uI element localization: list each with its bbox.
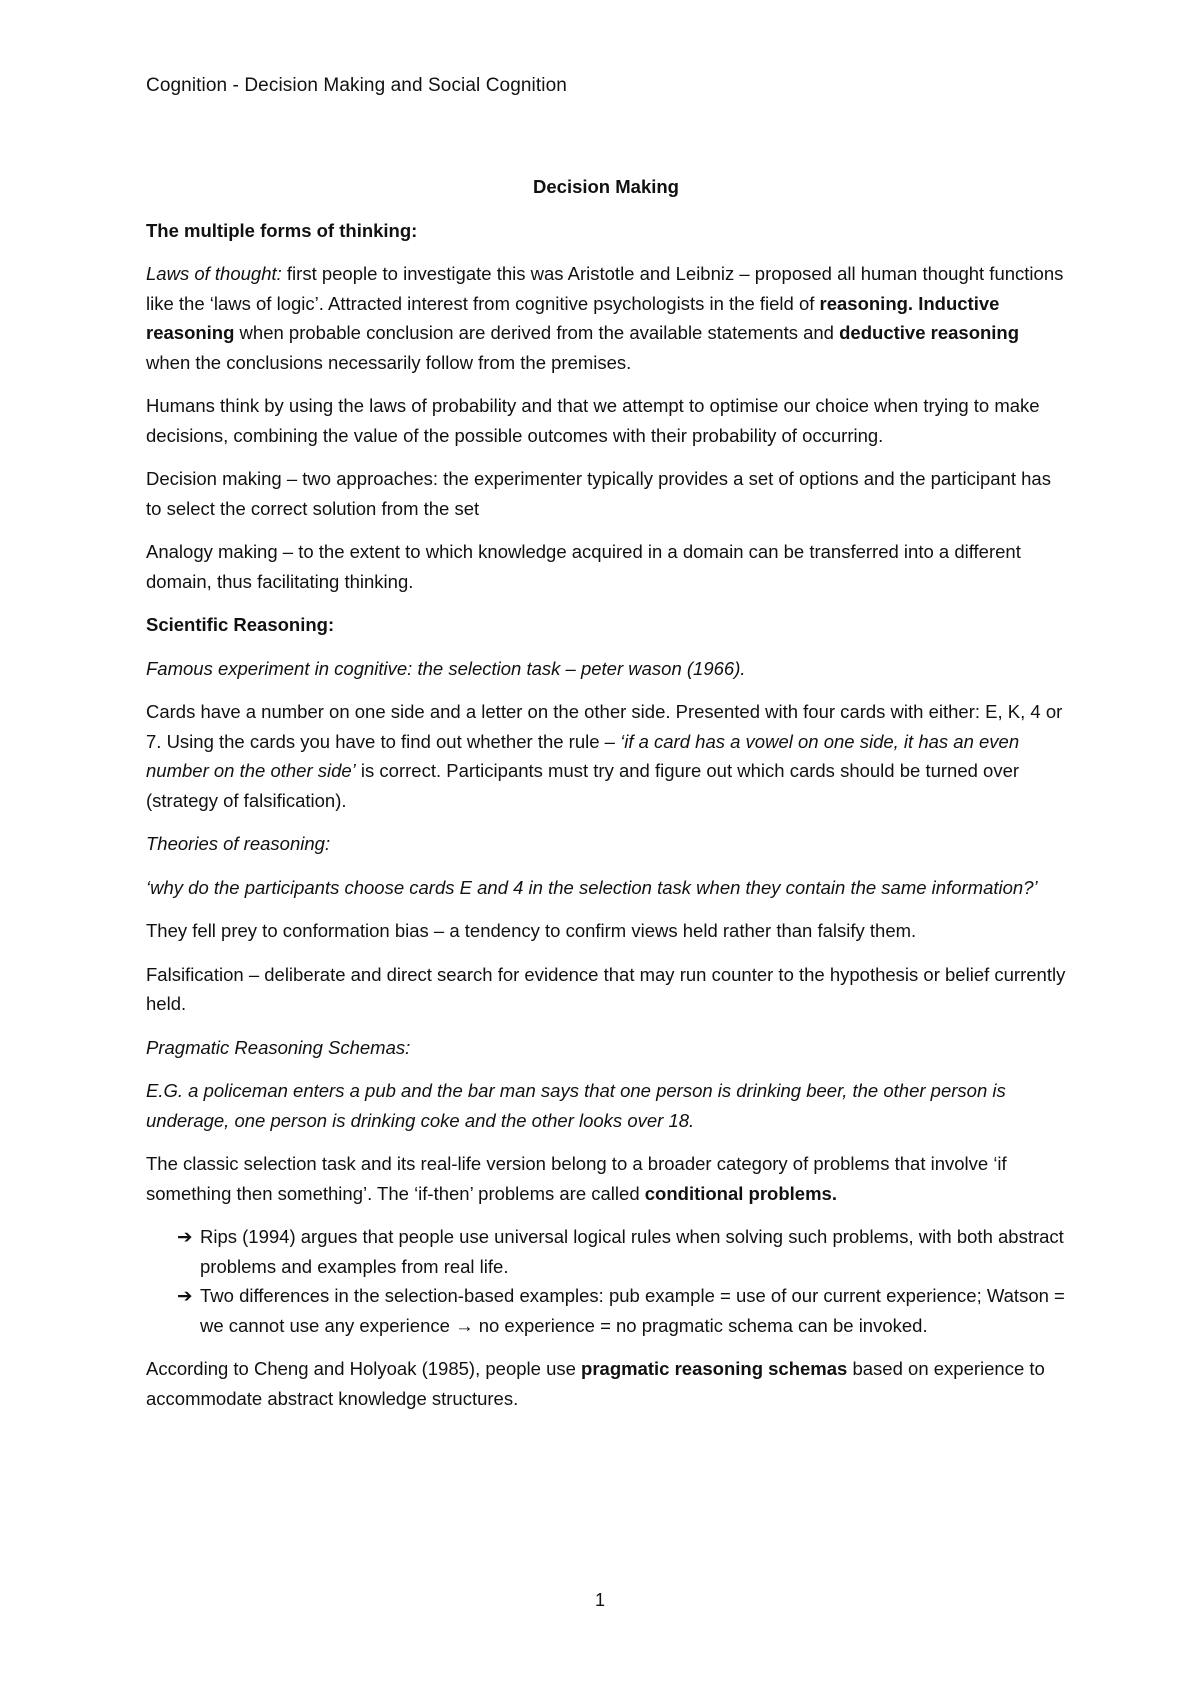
paragraph-why-question: ‘why do the participants choose cards E and 4 in the selection task when they contain the same information?’: [146, 876, 1038, 898]
text-run: based on experience to accommodate abstract knowledge structures.: [146, 1358, 1045, 1409]
paragraph-policeman-example: E.G. a policeman enters a pub and the bar man says that one person is drinking beer, the other person is underage, one person is drinking coke and the other looks over 18.: [146, 1080, 1006, 1131]
paragraph-decision-making: Decision making – two approaches: the experimenter typically provides a set of options and the participant has to select the correct solution from the set: [146, 468, 1051, 519]
paragraph-conditional-problems: [146, 1149, 1066, 1208]
inline-arrow-icon: →: [455, 1314, 474, 1336]
text-run: when the conclusions necessarily follow from the premises.: [146, 351, 632, 373]
list-item-text: no experience = no pragmatic schema can be invoked.: [473, 1314, 928, 1336]
list-item-text: Rips (1994) argues that people use universal logical rules when solving such problems, with both abstract problems and examples from real life.: [200, 1226, 1064, 1277]
arrow-right-icon: ➔: [177, 1285, 193, 1306]
page-number: 1: [594, 1590, 605, 1610]
list-item: [146, 1281, 1066, 1340]
heading-pragmatic-schemas: Pragmatic Reasoning Schemas:: [146, 1036, 411, 1058]
text-run: The classic selection task and its real-life version belong to a broader category of problems that involve ‘if something then something’. The ‘if-then’ problems are called: [146, 1153, 1007, 1204]
bold-pragmatic-reasoning-schemas: pragmatic reasoning schemas: [581, 1358, 848, 1379]
document-title: Decision Making: [533, 176, 679, 197]
paragraph-cheng-holyoak: [146, 1354, 1066, 1413]
bold-deductive-reasoning: deductive reasoning: [839, 322, 1020, 343]
page-header: Cognition - Decision Making and Social Cognition: [146, 75, 567, 96]
text-run: when probable conclusion are derived from the available statements and: [234, 322, 840, 343]
bold-conditional-problems: conditional problems.: [644, 1182, 837, 1204]
text-run: According to Cheng and Holyoak (1985), people use: [146, 1358, 582, 1379]
paragraph-conformation-bias: They fell prey to conformation bias – a tendency to confirm views held rather than falsify them.: [146, 920, 917, 941]
heading-multiple-forms: The multiple forms of thinking:: [146, 219, 418, 241]
heading-theories-of-reasoning: Theories of reasoning:: [146, 833, 331, 854]
arrow-right-icon: ➔: [177, 1226, 193, 1247]
list-item: [146, 1222, 1066, 1281]
paragraph-cards: [146, 697, 1066, 815]
text-run: first people to investigate this was Aristotle and Leibniz – proposed all human thought functions like the ‘laws of logic’. Attracted interest from cognitive psychologists in the field of: [146, 263, 1064, 314]
arrow-bullet-list: [146, 1222, 1066, 1340]
text-run: Cards have a number on one side and a letter on the other side. Presented with four cards with either: E, K, 4 or 7. Using the cards you have to find out whether the rule –: [146, 701, 1063, 752]
paragraph-laws-of-thought: [146, 259, 1066, 377]
italic-rule: ‘if a card has a vowel on one side, it has an even number on the other side’: [146, 730, 1020, 781]
text-run: is correct. Participants must try and figure out which cards should be turned over (strategy of falsification).: [146, 760, 1020, 811]
paragraph-probability: Humans think by using the laws of probability and that we attempt to optimise our choice when trying to make decisions, combining the value of the possible outcomes with their probability of occurring.: [146, 395, 1040, 446]
paragraph-analogy-making: Analogy making – to the extent to which knowledge acquired in a domain can be transferred into a different domain, thus facilitating thinking.: [146, 541, 1021, 592]
paragraph-selection-task: Famous experiment in cognitive: the selection task – peter wason (1966).: [146, 657, 746, 679]
bold-inductive-reasoning: Inductive reasoning: [146, 292, 1000, 343]
heading-scientific-reasoning: Scientific Reasoning:: [146, 614, 335, 635]
bold-reasoning: reasoning.: [819, 292, 914, 314]
list-item-text: Two differences in the selection-based examples: pub example = use of our current experience; Watson = we cannot use any experience: [200, 1285, 1065, 1336]
document-body: [146, 172, 1066, 1427]
paragraph-falsification: Falsification – deliberate and direct search for evidence that may run counter to the hypothesis or belief currently held.: [146, 963, 1066, 1014]
laws-of-thought-lead: Laws of thought:: [146, 263, 282, 284]
